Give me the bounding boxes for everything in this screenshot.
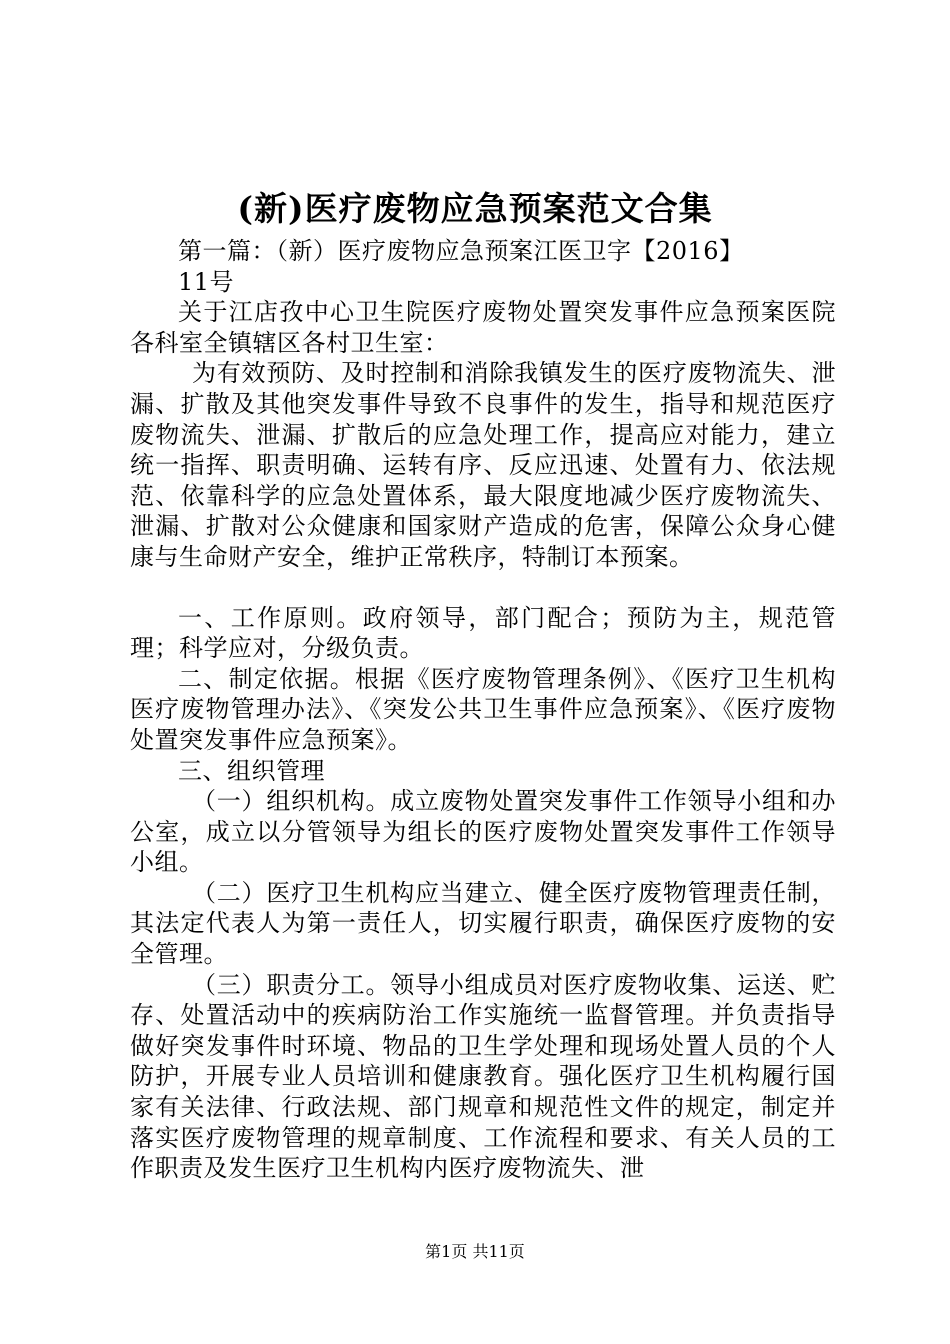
paragraph: 为有效预防、及时控制和消除我镇发生的医疗废物流失、泄漏、扩散及其他突发事件导致不良事件的发生，指导和规范医疗废物流失、泄漏、扩散后的应急处理工作，提高应对能力，建立统一指挥、职责明确、运转有序、反应迅速、处置有力、依法规范、依靠科学的应急处置体系，最大限度地减少医疗废物流失、泄漏、扩散对公众健康和国家财产造成的危害，保障公众身心健康与生命财产安全，维护正常秩序，特制订本预案。 [130,359,836,571]
document-title: (新)医疗废物应急预案范文合集 [237,189,713,228]
page-footer: 第1页 共11页 [425,1242,525,1261]
paragraph: （二）医疗卫生机构应当建立、健全医疗废物管理责任制，其法定代表人为第一责任人，切实履行职责，确保医疗废物的安全管理。 [130,878,836,969]
paragraph: 二、制定依据。根据《医疗废物管理条例》、《医疗卫生机构医疗废物管理办法》、《突发公共卫生事件应急预案》、《医疗废物处置突发事件应急预案》。 [130,664,836,754]
section-heading [130,236,836,297]
paragraph: （一）组织机构。成立废物处置突发事件工作领导小组和办公室，成立以分管领导为组长的医疗废物处置突发事件工作领导小组。 [130,787,836,877]
document-body [130,236,836,1184]
paragraph: 一、工作原则。政府领导，部门配合；预防为主，规范管理；科学应对，分级负责。 [130,603,836,663]
section-heading-line: 11号 [178,267,235,296]
paragraph: 三、组织管理 [178,756,325,785]
paragraph: （三）职责分工。领导小组成员对医疗废物收集、运送、贮存、处置活动中的疾病防治工作实施统一监督管理。并负责指导做好突发事件时环境、物品的卫生学处理和现场处置人员的个人防护，开展专业人员培训和健康教育。强化医疗卫生机构履行国家有关法律、行政法规、部门规章和规范性文件的规定，制定并落实医疗废物管理的规章制度、工作流程和要求、有关人员的工作职责及发生医疗卫生机构内医疗废物流失、泄 [130,970,836,1183]
paragraph: 关于江店孜中心卫生院医疗废物处置突发事件应急预案医院各科室全镇辖区各村卫生室： [130,298,836,357]
section-heading-line: 第一篇：（新）医疗废物应急预案江医卫字【2016】 [178,237,744,265]
